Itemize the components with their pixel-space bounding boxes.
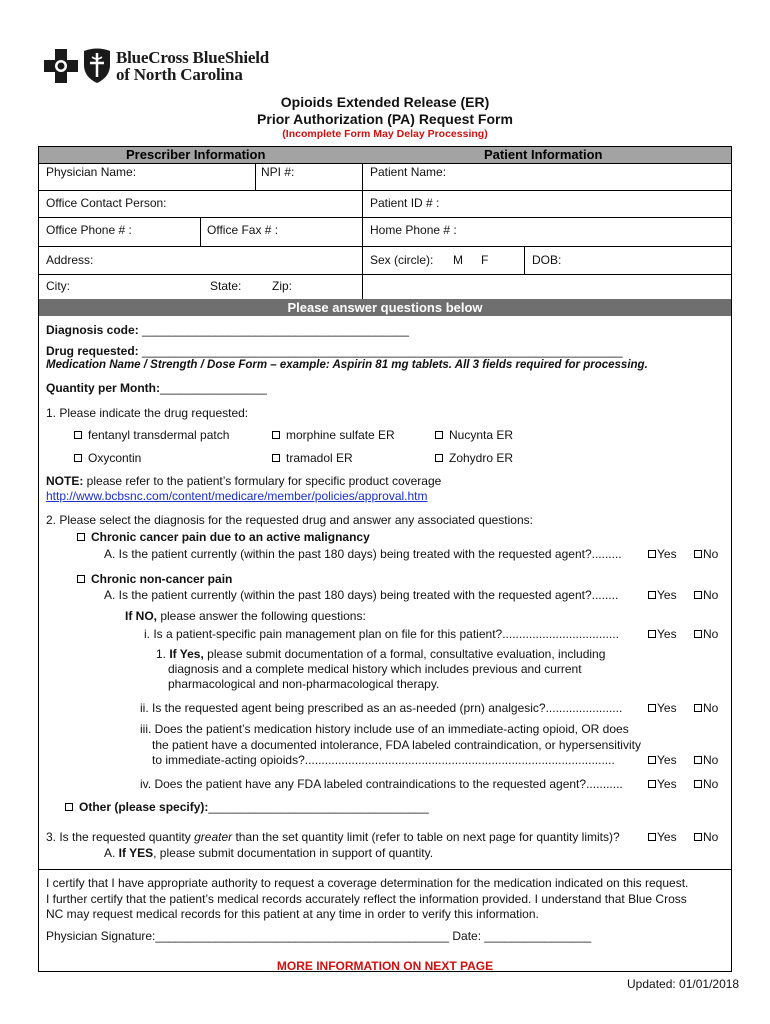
divider	[39, 217, 731, 218]
note-text: please refer to the patient’s formulary for specific product coverage	[83, 474, 442, 488]
checkbox[interactable]	[435, 454, 443, 462]
checkbox[interactable]	[435, 431, 443, 439]
npi-field[interactable]: NPI #:	[261, 165, 295, 179]
noncancer-question-a: A. Is the patient currently (within the past 180 days) being treated with the requested agent?........	[104, 588, 619, 602]
diagnosis-label: Diagnosis code:	[46, 323, 139, 337]
drug-label: Drug requested:	[46, 344, 139, 358]
drug-row[interactable]	[46, 344, 623, 358]
question-i-1-line3: pharmacological and non-pharmacological therapy.	[168, 677, 440, 691]
other-line[interactable]: _________________________________	[208, 800, 429, 814]
checkbox[interactable]	[694, 550, 702, 558]
drug-option[interactable]: Zohydro ER	[435, 451, 513, 465]
checkbox[interactable]	[648, 591, 656, 599]
sex-label: Sex (circle):	[370, 253, 434, 267]
cancer-option[interactable]: Chronic cancer pain due to an active malignancy	[77, 530, 370, 544]
drug-option[interactable]: tramadol ER	[272, 451, 353, 465]
checkbox[interactable]	[272, 454, 280, 462]
drug-option[interactable]: Nucynta ER	[435, 428, 513, 442]
patient-name-field[interactable]: Patient Name:	[370, 165, 447, 179]
drug-note: Medication Name / Strength / Dose Form – example: Aspirin 81 mg tablets. All 3 fields required for processing.	[46, 359, 648, 371]
office-contact-field[interactable]: Office Contact Person:	[46, 196, 167, 210]
question-iii: iii. Does the patient’s medication history include use of an immediate-acting opioid, OR does	[140, 722, 629, 736]
checkbox[interactable]	[65, 803, 73, 811]
no-option[interactable]: No	[694, 588, 718, 602]
bcbsnc-logo	[44, 47, 294, 85]
question-3-a: A. If YES, please submit documentation in support of quantity.	[104, 846, 434, 860]
yes-option[interactable]: Yes	[648, 701, 677, 715]
diagnosis-row[interactable]	[46, 323, 409, 337]
blue-shield-icon	[82, 47, 112, 83]
checkbox[interactable]	[648, 756, 656, 764]
drug-option[interactable]: Oxycontin	[74, 451, 141, 465]
divider	[39, 190, 731, 191]
other-option[interactable]: Other (please specify):_________________________________	[65, 800, 429, 814]
divider	[362, 163, 363, 299]
certify-line1: I certify that I have appropriate authority to request a coverage determination for the medication indicated on this request.	[46, 876, 689, 890]
checkbox[interactable]	[694, 756, 702, 764]
no-option[interactable]: No	[694, 777, 718, 791]
more-info-notice: MORE INFORMATION ON NEXT PAGE	[276, 959, 494, 973]
question-iii-line2: the patient have a documented intolerance, FDA labeled contraindication, or hypersensitivity	[152, 738, 641, 752]
if-no-instruction: If NO, please answer the following questions:	[125, 609, 366, 623]
office-phone-field[interactable]: Office Phone # :	[46, 223, 132, 237]
city-field[interactable]: City:	[46, 279, 70, 293]
drug-line[interactable]: ________________________________________________________________________	[142, 344, 623, 358]
yes-option[interactable]: Yes	[648, 753, 677, 767]
patient-id-field[interactable]: Patient ID # :	[370, 196, 440, 210]
checkbox[interactable]	[648, 833, 656, 841]
question-iii-line3: to immediate-acting opioids?.............................................................................................	[152, 753, 615, 767]
divider	[39, 246, 731, 247]
yes-option[interactable]: Yes	[648, 830, 677, 844]
checkbox[interactable]	[272, 431, 280, 439]
quantity-label: Quantity per Month:	[46, 381, 160, 395]
checkbox[interactable]	[648, 630, 656, 638]
checkbox[interactable]	[648, 550, 656, 558]
zip-field[interactable]: Zip:	[272, 279, 293, 293]
form-warning: (Incomplete Form May Delay Processing)	[282, 128, 488, 140]
physician-name-field[interactable]: Physician Name:	[46, 165, 137, 179]
note-label: NOTE:	[46, 474, 84, 488]
divider	[39, 274, 731, 275]
drug-option[interactable]: morphine sulfate ER	[272, 428, 395, 442]
signature-line[interactable]: Physician Signature:____________________________________________ Date: ________________	[46, 929, 592, 943]
office-fax-field[interactable]: Office Fax # :	[207, 223, 279, 237]
question-2: 2. Please select the diagnosis for the requested drug and answer any associated questions:	[46, 513, 533, 527]
checkbox[interactable]	[77, 533, 85, 541]
checkbox[interactable]	[694, 630, 702, 638]
checkbox[interactable]	[694, 704, 702, 712]
quantity-line[interactable]: ________________	[160, 381, 267, 395]
blue-cross-icon	[44, 49, 78, 83]
cancer-question-a: A. Is the patient currently (within the past 180 days) being treated with the requested agent?.........	[104, 547, 622, 561]
yes-option[interactable]: Yes	[648, 547, 677, 561]
yes-option[interactable]: Yes	[648, 588, 677, 602]
form-title-line2: Prior Authorization (PA) Request Form	[257, 111, 513, 127]
prescriber-header: Prescriber Information	[126, 147, 266, 162]
home-phone-field[interactable]: Home Phone # :	[370, 223, 457, 237]
dob-field[interactable]: DOB:	[532, 253, 562, 267]
yes-option[interactable]: Yes	[648, 627, 677, 641]
question-1: 1. Please indicate the drug requested:	[46, 406, 249, 420]
drug-option[interactable]: fentanyl transdermal patch	[74, 428, 229, 442]
note	[46, 474, 441, 488]
no-option[interactable]: No	[694, 547, 718, 561]
divider	[524, 246, 525, 274]
yes-option[interactable]: Yes	[648, 777, 677, 791]
question-iv: iv. Does the patient have any FDA labeled contraindications to the requested agent?...........	[140, 777, 623, 791]
quantity-row[interactable]	[46, 381, 267, 395]
checkbox[interactable]	[694, 780, 702, 788]
address-field[interactable]: Address:	[46, 253, 94, 267]
brand-name-line2: of North Carolina	[116, 65, 243, 84]
diagnosis-line[interactable]: ________________________________________	[142, 323, 409, 337]
noncancer-option[interactable]: Chronic non-cancer pain	[77, 572, 232, 586]
certify-line2: I further certify that the patient’s medical records accurately reflect the information provided. I understand that Blue Cross	[46, 892, 687, 906]
divider	[200, 217, 201, 246]
checkbox[interactable]	[694, 591, 702, 599]
checkbox[interactable]	[648, 780, 656, 788]
question-i: i. Is a patient-specific pain management plan on file for this patient?...................................	[144, 627, 619, 641]
sex-m-option[interactable]: M	[453, 253, 463, 267]
divider	[39, 163, 731, 164]
checkbox[interactable]	[74, 454, 82, 462]
formulary-link[interactable]: http://www.bcbsnc.com/content/medicare/member/policies/approval.htm	[46, 489, 428, 503]
divider	[255, 163, 256, 190]
question-i-1: 1. If Yes, please submit documentation of a formal, consultative evaluation, including	[156, 647, 606, 661]
divider	[39, 869, 731, 870]
no-option[interactable]: No	[694, 830, 718, 844]
state-field[interactable]: State:	[210, 279, 242, 293]
no-option[interactable]: No	[694, 753, 718, 767]
patient-header: Patient Information	[484, 147, 603, 162]
question-ii: ii. Is the requested agent being prescribed as an as-needed (prn) analgesic?.......................	[140, 701, 623, 715]
updated-date: Updated: 01/01/2018	[627, 977, 740, 991]
questions-header: Please answer questions below	[287, 300, 483, 315]
sex-f-option[interactable]: F	[481, 253, 489, 267]
brand-name-line1: BlueCross BlueShield	[116, 48, 269, 67]
checkbox[interactable]	[77, 575, 85, 583]
checkbox[interactable]	[74, 431, 82, 439]
checkbox[interactable]	[694, 833, 702, 841]
no-option[interactable]: No	[694, 701, 718, 715]
question-3: 3. Is the requested quantity greater than the set quantity limit (refer to table on next page for quantity limits)?	[46, 830, 620, 844]
question-i-1-line2: diagnosis and a complete medical history which includes previous and current	[168, 662, 582, 676]
no-option[interactable]: No	[694, 627, 718, 641]
checkbox[interactable]	[648, 704, 656, 712]
certify-line3: NC may request medical records for this patient at any time in order to verify this information.	[46, 907, 539, 921]
form-title-line1: Opioids Extended Release (ER)	[280, 94, 490, 110]
